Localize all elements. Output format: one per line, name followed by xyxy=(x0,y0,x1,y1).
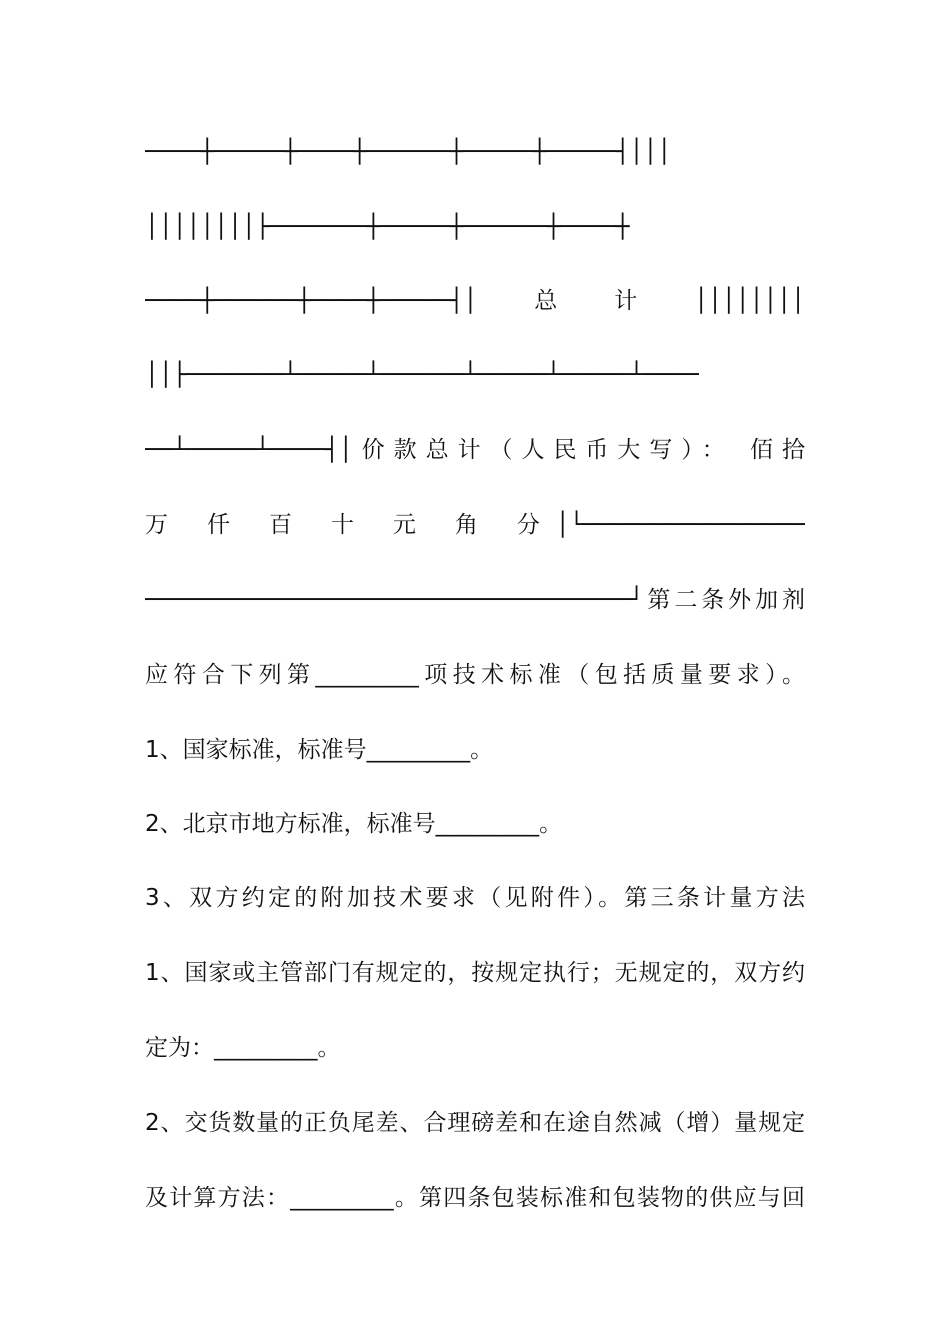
beijing-standard-item: 2、北京市地方标准，标准号_________。 xyxy=(145,811,563,837)
packaging-standard-line: 及计算方法：_________。第四条包装标准和包装物的供应与回 xyxy=(145,1185,805,1211)
technical-standard-clause: 应符合下列第_________项技术标准（包括质量要求）。 xyxy=(145,662,805,688)
table-border-line-2: ││││││││├───────┼─────┼──────┼────┼ xyxy=(145,214,630,240)
measurement-method-item-1-continued: 定为：_________。 xyxy=(145,1035,341,1061)
measurement-method-item-1: 1、国家或主管部门有规定的，按规定执行；无规定的，双方约 xyxy=(145,960,805,986)
price-total-caption-line: ──┴─────┴────┤│价款总计（人民币大写）： 佰拾 xyxy=(145,437,805,463)
table-total-row-line: ────┼──────┼────┼─────┤│总计││││││││ xyxy=(145,288,805,314)
national-standard-item: 1、国家标准，标准号_________。 xyxy=(145,737,494,763)
table-border-line-4: ││├───────┴─────┴──────┴─────┴─────┴──── xyxy=(145,362,699,388)
price-units-line: 万 仟 百 十 元 角 分│└──────────────── xyxy=(145,512,805,538)
delivery-quantity-item: 2、交货数量的正负尾差、合理磅差和在途自然减（增）量规定 xyxy=(145,1110,805,1136)
article-two-heading-line: ───────────────────────────────────┘第二条外加剂 xyxy=(145,587,805,613)
additional-requirements-item: 3、双方约定的附加技术要求（见附件）。第三条计量方法 xyxy=(145,885,805,911)
table-border-line-1: ────┼─────┼────┼──────┼─────┼─────┤│││ xyxy=(145,139,672,165)
